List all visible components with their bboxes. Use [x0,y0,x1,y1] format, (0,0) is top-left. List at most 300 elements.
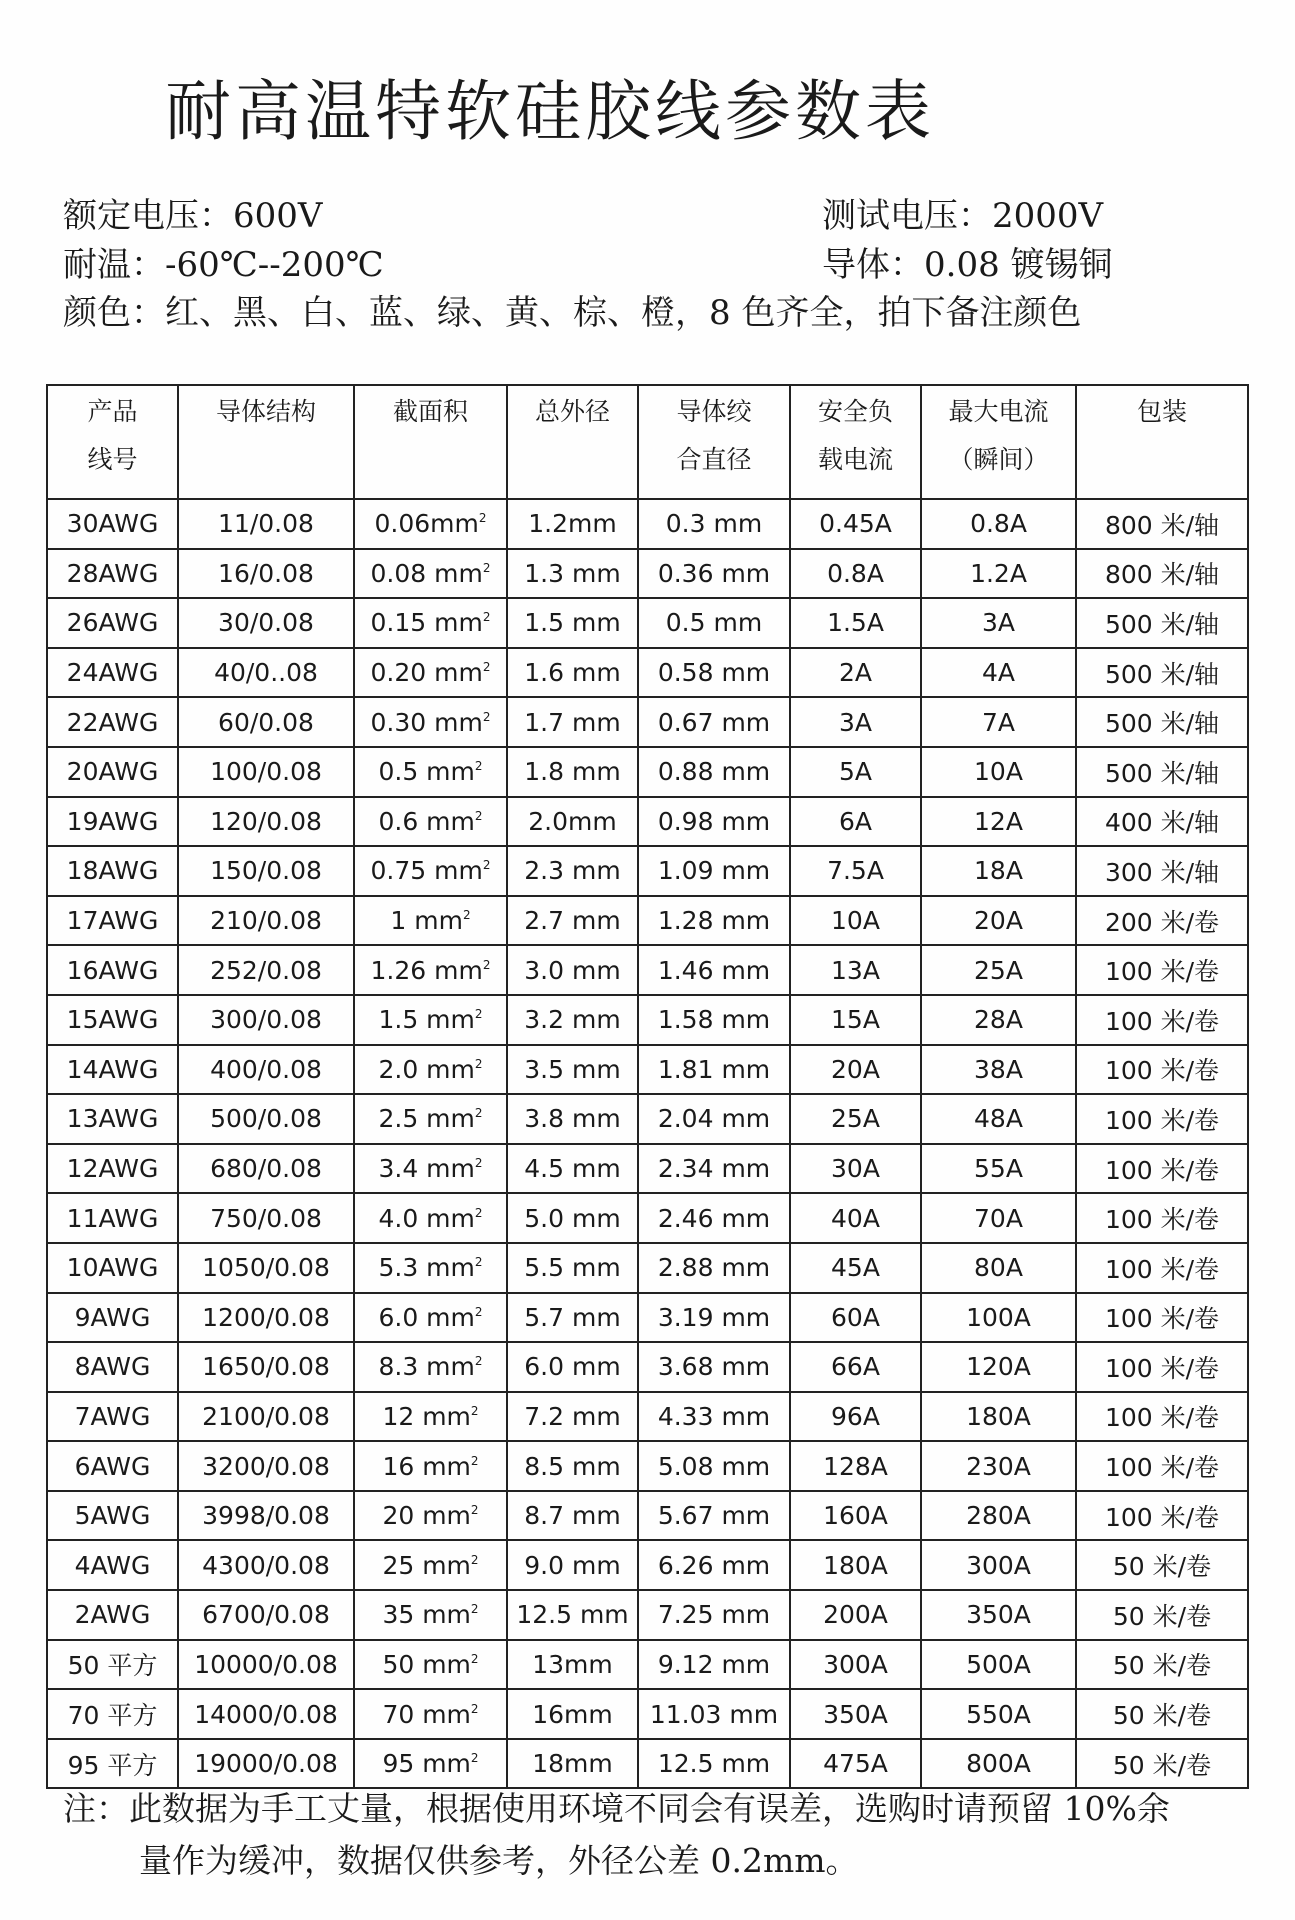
table-cell [1076,1640,1248,1690]
table-cell [47,598,178,648]
column-header-line: 导体绞 [676,397,752,426]
table-cell [47,499,178,549]
cell-value: 210/0.08 [210,906,322,936]
table-row [47,945,1248,995]
cell-value: 5.67 mm [657,1501,771,1531]
cell-value: 100 米/卷 [1104,1304,1220,1334]
table-cell [47,1293,178,1343]
column-header-line: （瞬间） [948,445,1049,474]
cell-value: 0.45A [819,509,892,539]
cell-value: 16 mm [382,1451,471,1481]
table-row [47,499,1248,549]
table-cell [47,1094,178,1144]
table-cell [790,1342,921,1392]
table-cell [638,1739,790,1789]
squared-superscript: 2 [478,511,487,526]
table-cell [790,1441,921,1491]
table-cell [638,1144,790,1194]
cell-value: 1.2mm [528,509,617,539]
table-cell [638,1491,790,1541]
table-row [47,1540,1248,1590]
cell-value: 12AWG [66,1154,159,1184]
column-header-line: 产品 [87,397,138,426]
cell-value: 12A [974,806,1023,836]
rated-voltage: 额定电压：600V [63,196,323,236]
cell-value: 7.25 mm [657,1600,771,1630]
cell-value: 50 米/卷 [1112,1651,1212,1681]
table-cell [354,697,507,747]
column-header-line: 最大电流 [948,397,1049,426]
table-cell [178,1342,354,1392]
cell-value: 1.28 mm [657,906,771,936]
cell-value: 14AWG [66,1054,159,1084]
table-cell [47,747,178,797]
table-cell [507,945,638,995]
cell-value: 1050/0.08 [202,1253,330,1283]
cell-value: 1650/0.08 [202,1352,330,1382]
table-cell [921,896,1076,946]
cell-value: 180A [823,1550,888,1580]
cell-value: 8.3 mm [378,1352,475,1382]
table-cell [1076,1441,1248,1491]
table-cell [921,1342,1076,1392]
table-cell [1076,549,1248,599]
table-cell [921,549,1076,599]
table-cell [1076,1540,1248,1590]
cell-value: 50 米/卷 [1112,1552,1212,1582]
cell-value: 16/0.08 [218,558,314,588]
cell-value: 40/0..08 [214,658,318,688]
column-header-line: 线号 [87,445,138,474]
table-cell [921,1144,1076,1194]
column-header-line: 合直径 [676,445,752,474]
cell-value: 100 米/卷 [1104,1205,1220,1235]
cell-value: 100 米/卷 [1104,1254,1220,1284]
cell-value: 14000/0.08 [194,1699,338,1729]
cell-value: 2A [838,658,872,688]
squared-superscript: 2 [470,1403,479,1418]
column-header [47,385,178,499]
cell-value: 11/0.08 [218,509,314,539]
cell-value: 350A [966,1600,1031,1630]
cell-value: 80A [974,1253,1023,1283]
table-cell [47,648,178,698]
cell-value: 0.67 mm [657,707,771,737]
table-cell [790,1392,921,1442]
table-cell [790,1243,921,1293]
cell-value: 128A [823,1451,888,1481]
squared-superscript: 2 [470,1701,479,1716]
table-row [47,1045,1248,1095]
cell-value: 0.30 mm [370,707,483,737]
table-cell [178,896,354,946]
table-header [47,385,1248,499]
table-cell [507,896,638,946]
table-cell [47,1392,178,1442]
cell-value: 160A [823,1501,888,1531]
table-cell [178,1590,354,1640]
table-cell [507,1342,638,1392]
table-row [47,1243,1248,1293]
cell-value: 6.26 mm [657,1550,771,1580]
cell-value: 180A [966,1401,1031,1431]
squared-superscript: 2 [470,1602,479,1617]
cell-value: 66A [831,1352,880,1382]
cell-value: 100 米/卷 [1104,1453,1220,1483]
table-cell [354,549,507,599]
cell-value: 2.34 mm [657,1154,771,1184]
cell-value: 2.0mm [528,806,617,836]
cell-value: 10A [974,757,1023,787]
cell-value: 0.5 mm [378,757,475,787]
table-cell [1076,945,1248,995]
cell-value: 4.0 mm [378,1203,475,1233]
cell-value: 7A [981,707,1015,737]
table-cell [507,747,638,797]
table-cell [921,697,1076,747]
column-header-line: 包装 [1136,397,1187,426]
cell-value: 11AWG [66,1203,159,1233]
cell-value: 1.26 mm [370,955,483,985]
table-cell [354,1243,507,1293]
table-cell [47,1640,178,1690]
table-cell [178,1739,354,1789]
cell-value: 1.81 mm [657,1054,771,1084]
table-cell [921,1243,1076,1293]
table-cell [921,598,1076,648]
cell-value: 120A [966,1352,1031,1382]
table-cell [354,1293,507,1343]
table-cell [638,995,790,1045]
cell-value: 96A [831,1401,880,1431]
cell-value: 2.0 mm [378,1054,475,1084]
table-cell [921,1491,1076,1541]
squared-superscript: 2 [474,1007,483,1022]
cell-value: 19000/0.08 [194,1749,338,1779]
table-cell [638,598,790,648]
cell-value: 20AWG [66,757,159,787]
table-cell [507,1392,638,1442]
table-cell [638,1540,790,1590]
table-row [47,1590,1248,1640]
table-cell [790,598,921,648]
column-header-line: 总外径 [534,397,610,426]
table-cell [790,1293,921,1343]
cell-value: 200A [823,1600,888,1630]
cell-value: 3.0 mm [524,955,621,985]
table-row [47,1342,1248,1392]
cell-value: 100 米/卷 [1104,1155,1220,1185]
cell-value: 8AWG [74,1352,151,1382]
cell-value: 475A [823,1749,888,1779]
table-row [47,995,1248,1045]
cell-value: 3.2 mm [524,1005,621,1035]
cell-value: 70 平方 [67,1701,158,1731]
table-cell [47,1243,178,1293]
table-cell [1076,1094,1248,1144]
cell-value: 1.09 mm [657,856,771,886]
table-row [47,747,1248,797]
cell-value: 45A [831,1253,880,1283]
cell-value: 3.8 mm [524,1104,621,1134]
table-cell [507,1689,638,1739]
table-cell [790,896,921,946]
squared-superscript: 2 [470,1651,479,1666]
cell-value: 28AWG [66,558,159,588]
table-cell [354,1491,507,1541]
cell-value: 17AWG [66,906,159,936]
table-cell [1076,896,1248,946]
cell-value: 400 米/轴 [1104,808,1220,838]
table-cell [47,1689,178,1739]
cell-value: 19AWG [66,806,159,836]
cell-value: 3998/0.08 [202,1501,330,1531]
cell-value: 30AWG [66,509,159,539]
table-cell [790,846,921,896]
table-cell [178,1689,354,1739]
table-cell [178,549,354,599]
cell-value: 4A [981,658,1015,688]
cell-value: 2.5 mm [378,1104,475,1134]
table-cell [638,1293,790,1343]
table-cell [507,846,638,896]
table-cell [507,1739,638,1789]
table-cell [47,1045,178,1095]
squared-superscript: 2 [470,1552,479,1567]
column-header-line: 导体结构 [215,397,316,426]
cell-value: 15AWG [66,1005,159,1035]
table-cell [178,995,354,1045]
cell-value: 550A [966,1699,1031,1729]
table-cell [178,1441,354,1491]
cell-value: 3A [838,707,872,737]
table-cell [354,648,507,698]
cell-value: 50 米/卷 [1112,1750,1212,1780]
cell-value: 3200/0.08 [202,1451,330,1481]
table-cell [178,1045,354,1095]
cell-value: 6.0 mm [524,1352,621,1382]
table-cell [47,1590,178,1640]
cell-value: 48A [974,1104,1023,1134]
cell-value: 95 mm [382,1749,471,1779]
table-cell [354,1689,507,1739]
cell-value: 100 米/卷 [1104,1353,1220,1383]
table-cell [507,598,638,648]
table-body [47,499,1248,1788]
cell-value: 25A [974,955,1023,985]
table-cell [638,549,790,599]
table-cell [354,1739,507,1789]
table-cell [178,1094,354,1144]
table-cell [507,697,638,747]
table-cell [354,1441,507,1491]
table-cell [790,1193,921,1243]
cell-value: 9.0 mm [524,1550,621,1580]
table-cell [921,1739,1076,1789]
table-row [47,697,1248,747]
table-cell [1076,995,1248,1045]
table-cell [178,945,354,995]
table-cell [507,1491,638,1541]
squared-superscript: 2 [474,1354,483,1369]
table-cell [354,598,507,648]
cell-value: 0.08 mm [370,558,483,588]
table-cell [790,945,921,995]
cell-value: 7AWG [74,1401,151,1431]
table-cell [1076,697,1248,747]
table-cell [507,1590,638,1640]
cell-value: 9.12 mm [657,1649,771,1679]
table-cell [354,1590,507,1640]
cell-value: 50 米/卷 [1112,1601,1212,1631]
table-row [47,598,1248,648]
cell-value: 800 米/轴 [1104,560,1220,590]
cell-value: 5.3 mm [378,1253,475,1283]
table-cell [354,1640,507,1690]
table-cell [178,1193,354,1243]
table-cell [921,1689,1076,1739]
table-cell [921,499,1076,549]
squared-superscript: 2 [474,1056,483,1071]
cell-value: 2100/0.08 [202,1401,330,1431]
table-cell [790,1144,921,1194]
cell-value: 38A [974,1054,1023,1084]
cell-value: 6AWG [74,1451,151,1481]
table-cell [638,797,790,847]
cell-value: 500 米/轴 [1104,758,1220,788]
table-cell [47,896,178,946]
table-cell [507,995,638,1045]
table-cell [507,1441,638,1491]
cell-value: 1.5 mm [524,608,621,638]
cell-value: 8.7 mm [524,1501,621,1531]
table-cell [638,1441,790,1491]
table-cell [178,1293,354,1343]
squared-superscript: 2 [482,610,491,625]
table-cell [1076,1392,1248,1442]
column-header [354,385,507,499]
squared-superscript: 2 [462,908,471,923]
cell-value: 300A [823,1649,888,1679]
cell-value: 50 mm [382,1649,471,1679]
table-row [47,797,1248,847]
table-cell [638,1392,790,1442]
table-cell [47,797,178,847]
table-cell [790,549,921,599]
cell-value: 40A [831,1203,880,1233]
table-row [47,1392,1248,1442]
table-cell [354,945,507,995]
cell-value: 3.5 mm [524,1054,621,1084]
cell-value: 2.7 mm [524,906,621,936]
table-cell [354,995,507,1045]
cell-value: 2AWG [74,1600,151,1630]
table-cell [507,797,638,847]
table-cell [921,1293,1076,1343]
cell-value: 7.5A [827,856,884,886]
cell-value: 50 平方 [67,1651,158,1681]
table-cell [1076,1144,1248,1194]
table-cell [507,549,638,599]
cell-value: 3.4 mm [378,1154,475,1184]
squared-superscript: 2 [474,759,483,774]
cell-value: 1.46 mm [657,955,771,985]
cell-value: 500/0.08 [210,1104,322,1134]
cell-value: 20A [974,906,1023,936]
cell-value: 28A [974,1005,1023,1035]
cell-value: 1.58 mm [657,1005,771,1035]
test-voltage: 测试电压：2000V [822,196,1104,236]
table-cell [354,1144,507,1194]
cell-value: 4.33 mm [657,1401,771,1431]
table-cell [638,1045,790,1095]
cell-value: 30/0.08 [218,608,314,638]
cell-value: 2.46 mm [657,1203,771,1233]
table-cell [790,797,921,847]
cell-value: 7.2 mm [524,1401,621,1431]
table-cell [354,1392,507,1442]
cell-value: 0.98 mm [657,806,771,836]
table-cell [47,1441,178,1491]
cell-value: 2.3 mm [524,856,621,886]
cell-value: 500A [966,1649,1031,1679]
cell-value: 100 米/卷 [1104,1105,1220,1135]
cell-value: 100 米/卷 [1104,1006,1220,1036]
table-cell [1076,1739,1248,1789]
table-cell [790,1739,921,1789]
cell-value: 120/0.08 [210,806,322,836]
table-cell [47,549,178,599]
table-cell [507,1144,638,1194]
table-row [47,1144,1248,1194]
table-cell [507,499,638,549]
table-cell [507,1193,638,1243]
squared-superscript: 2 [482,560,491,575]
cell-value: 800A [966,1749,1031,1779]
squared-superscript: 2 [474,1255,483,1270]
conductor-material: 导体：0.08 镀锡铜 [822,245,1113,285]
table-cell [638,896,790,946]
table-row [47,1640,1248,1690]
table-cell [1076,1342,1248,1392]
table-cell [921,1640,1076,1690]
table-cell [1076,1293,1248,1343]
cell-value: 2.88 mm [657,1253,771,1283]
cell-value: 6.0 mm [378,1302,475,1332]
table-cell [790,747,921,797]
table-cell [507,648,638,698]
cell-value: 500 米/轴 [1104,709,1220,739]
table-cell [178,747,354,797]
column-header [1076,385,1248,499]
cell-value: 70 mm [382,1699,471,1729]
header-row [47,385,1248,499]
cell-value: 10A [831,906,880,936]
cell-value: 18AWG [66,856,159,886]
cell-value: 30A [831,1154,880,1184]
column-header [638,385,790,499]
table-cell [47,1540,178,1590]
table-cell [47,995,178,1045]
table-cell [507,1293,638,1343]
table-cell [921,797,1076,847]
column-header [921,385,1076,499]
table-cell [921,1392,1076,1442]
table-cell [921,995,1076,1045]
cell-value: 4.5 mm [524,1154,621,1184]
table-row [47,1193,1248,1243]
table-cell [638,1689,790,1739]
